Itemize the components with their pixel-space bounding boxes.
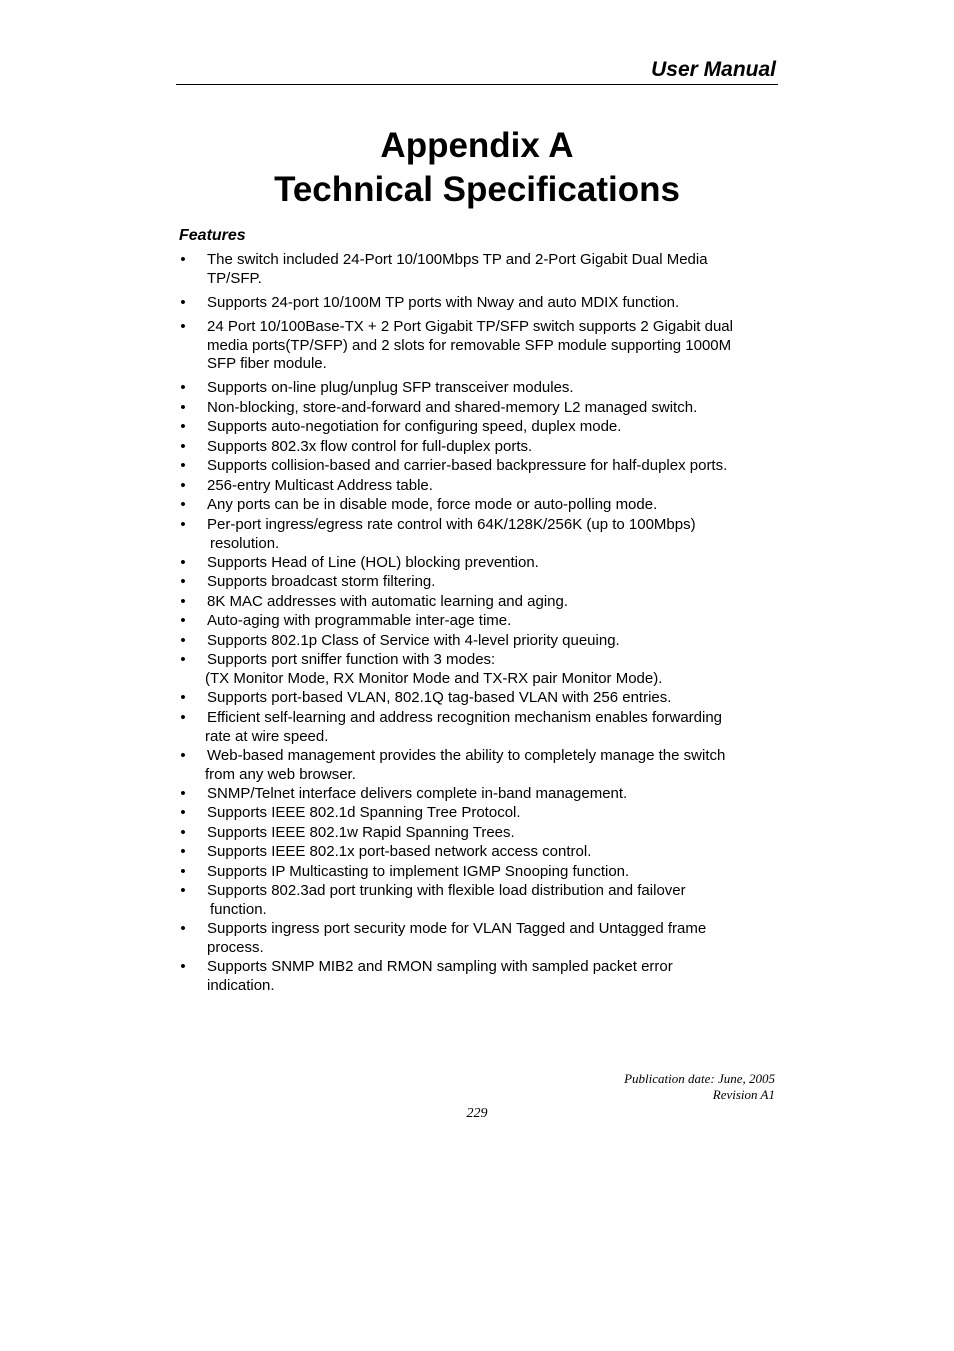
bullet-icon: • [180, 632, 186, 649]
bullet-icon: • [180, 418, 186, 435]
feature-item [0, 632, 954, 651]
feature-line: Supports 802.3x flow control for full-duplex ports. [207, 438, 533, 455]
feature-item [0, 593, 954, 612]
feature-text [207, 573, 782, 592]
appendix-subtitle: Technical Specifications [274, 170, 680, 209]
bullet-icon: • [180, 958, 186, 975]
bullet-icon: • [180, 863, 186, 880]
feature-line: 8K MAC addresses with automatic learning and aging. [207, 593, 569, 610]
feature-text [207, 251, 782, 288]
feature-text [207, 399, 782, 418]
feature-text [207, 438, 782, 457]
bullet-icon: • [180, 554, 186, 571]
feature-line: Supports port-based VLAN, 802.1Q tag-based VLAN with 256 entries. [207, 689, 672, 706]
feature-text [207, 785, 782, 804]
feature-text [207, 843, 782, 862]
feature-line: Supports auto-negotiation for configuring speed, duplex mode. [207, 418, 622, 435]
feature-line: Supports port sniffer function with 3 modes: [207, 651, 496, 668]
feature-item [0, 438, 954, 457]
feature-item [0, 612, 954, 631]
feature-line: SNMP/Telnet interface delivers complete in-band management. [207, 785, 628, 802]
feature-item [0, 294, 954, 313]
feature-line: Supports 802.3ad port trunking with flexible load distribution and failover [207, 882, 686, 899]
feature-item [0, 251, 954, 288]
features-heading: Features [179, 227, 246, 244]
feature-line: Supports SNMP MIB2 and RMON sampling with sampled packet error [207, 958, 673, 975]
feature-item [0, 554, 954, 573]
bullet-icon: • [180, 457, 186, 474]
bullet-icon: • [180, 593, 186, 610]
feature-line: Supports 24-port 10/100M TP ports with Nway and auto MDIX function. [207, 294, 680, 311]
feature-item [0, 843, 954, 862]
feature-line: Supports Head of Line (HOL) blocking prevention. [207, 554, 539, 571]
bullet-icon: • [180, 689, 186, 706]
bullet-icon: • [180, 747, 186, 764]
bullet-icon: • [180, 785, 186, 802]
bullet-icon: • [180, 882, 186, 899]
bullet-icon: • [180, 612, 186, 629]
feature-line: 256-entry Multicast Address table. [207, 477, 433, 494]
feature-text [207, 318, 782, 374]
feature-line: 24 Port 10/100Base-TX + 2 Port Gigabit TP/SFP switch supports 2 Gigabit dual [207, 318, 733, 335]
feature-item [0, 863, 954, 882]
feature-line: Any ports can be in disable mode, force mode or auto-polling mode. [207, 496, 658, 513]
feature-item [0, 477, 954, 496]
page-number: 229 [466, 1106, 488, 1121]
feature-item [0, 573, 954, 592]
feature-line: rate at wire speed. [205, 727, 329, 745]
bullet-icon: • [180, 516, 186, 533]
feature-text [207, 457, 782, 476]
feature-line: Supports collision-based and carrier-based backpressure for half-duplex ports. [207, 457, 728, 474]
feature-line: Supports IEEE 802.1d Spanning Tree Protocol. [207, 804, 521, 821]
bullet-icon: • [180, 920, 186, 937]
feature-text [207, 863, 782, 882]
bullet-icon: • [180, 438, 186, 455]
feature-item [0, 824, 954, 843]
feature-item [0, 379, 954, 398]
bullet-icon: • [180, 824, 186, 841]
bullet-icon: • [180, 804, 186, 821]
bullet-icon: • [180, 709, 186, 726]
feature-item [0, 747, 954, 784]
feature-text [207, 651, 782, 688]
feature-text [207, 824, 782, 843]
feature-line: Supports IEEE 802.1x port-based network access control. [207, 843, 592, 860]
bullet-icon: • [180, 318, 186, 335]
feature-item [0, 709, 954, 746]
feature-text [207, 958, 782, 995]
bullet-icon: • [180, 399, 186, 416]
feature-text [207, 418, 782, 437]
feature-item [0, 651, 954, 688]
bullet-icon: • [180, 379, 186, 396]
bullet-icon: • [180, 251, 186, 268]
bullet-icon: • [180, 651, 186, 668]
feature-line: The switch included 24-Port 10/100Mbps TP and 2-Port Gigabit Dual Media [207, 251, 708, 268]
feature-item [0, 958, 954, 995]
feature-line: Supports on-line plug/unplug SFP transceiver modules. [207, 379, 574, 396]
bullet-icon: • [180, 496, 186, 513]
feature-text [207, 554, 782, 573]
feature-line: function. [210, 900, 267, 918]
feature-line: Web-based management provides the ability to completely manage the switch [207, 747, 726, 764]
feature-item [0, 418, 954, 437]
feature-item [0, 920, 954, 957]
feature-line: Supports IEEE 802.1w Rapid Spanning Trees. [207, 824, 515, 841]
feature-line: media ports(TP/SFP) and 2 slots for removable SFP module supporting 1000M [207, 336, 732, 354]
feature-text [207, 747, 782, 784]
feature-item [0, 785, 954, 804]
feature-text [207, 632, 782, 651]
feature-line: TP/SFP. [207, 269, 262, 287]
feature-item [0, 689, 954, 708]
bullet-icon: • [180, 294, 186, 311]
feature-text [207, 477, 782, 496]
feature-text [207, 920, 782, 957]
feature-line: Supports IP Multicasting to implement IGMP Snooping function. [207, 863, 630, 880]
feature-text [207, 379, 782, 398]
feature-text [207, 612, 782, 631]
feature-text [207, 294, 782, 313]
feature-item [0, 457, 954, 476]
feature-line: Supports 802.1p Class of Service with 4-level priority queuing. [207, 632, 620, 649]
feature-line: from any web browser. [205, 765, 356, 783]
bullet-icon: • [180, 843, 186, 860]
feature-line: Per-port ingress/egress rate control with 64K/128K/256K (up to 100Mbps) [207, 516, 696, 533]
feature-line: Non-blocking, store-and-forward and shared-memory L2 managed switch. [207, 399, 698, 416]
feature-line: Efficient self-learning and address recognition mechanism enables forwarding [207, 709, 723, 726]
publication-date: Publication date: June, 2005 [624, 1071, 775, 1086]
appendix-title: Appendix A [380, 126, 574, 165]
feature-line: process. [207, 938, 264, 956]
feature-item [0, 804, 954, 823]
revision-label: Revision A1 [712, 1087, 775, 1102]
feature-line: resolution. [210, 534, 280, 552]
feature-text [207, 689, 782, 708]
header-divider [176, 84, 778, 85]
feature-line: (TX Monitor Mode, RX Monitor Mode and TX-RX pair Monitor Mode). [205, 669, 663, 687]
feature-line: indication. [207, 976, 275, 994]
manual-title: User Manual [651, 58, 776, 81]
bullet-icon: • [180, 573, 186, 590]
feature-text [207, 593, 782, 612]
feature-text [207, 709, 782, 746]
feature-text [207, 496, 782, 515]
feature-line: Supports ingress port security mode for VLAN Tagged and Untagged frame [207, 920, 707, 937]
feature-item [0, 318, 954, 374]
feature-item [0, 399, 954, 418]
feature-line: Auto-aging with programmable inter-age time. [207, 612, 512, 629]
feature-item [0, 516, 954, 553]
bullet-icon: • [180, 477, 186, 494]
feature-text [207, 804, 782, 823]
feature-line: Supports broadcast storm filtering. [207, 573, 436, 590]
feature-text [207, 882, 782, 919]
feature-line: SFP fiber module. [207, 355, 327, 372]
feature-item [0, 882, 954, 919]
feature-item [0, 496, 954, 515]
feature-text [207, 516, 782, 553]
